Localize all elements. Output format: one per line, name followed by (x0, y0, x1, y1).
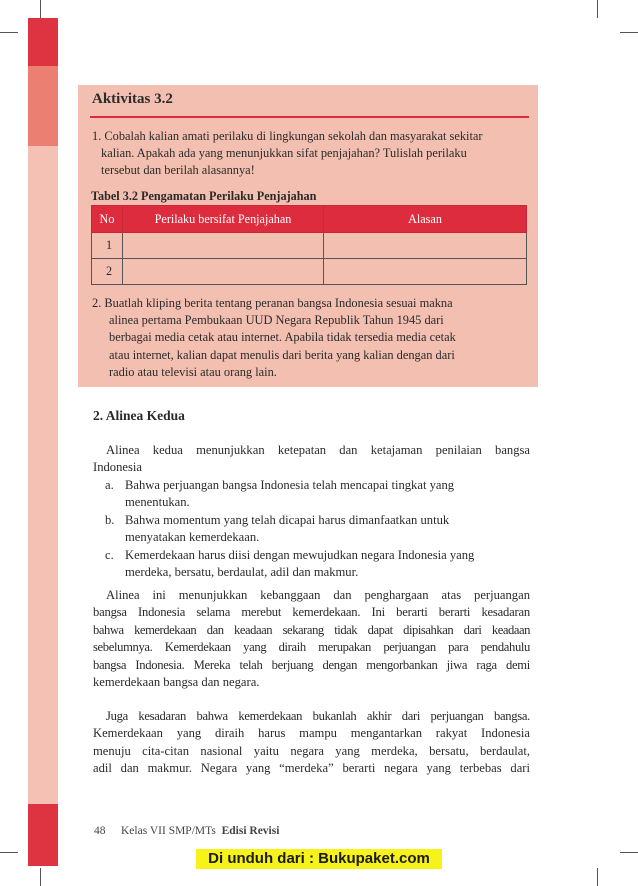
text-line: menuju cita-citan nasional yaitu negara yang merdeka, bersatu, berdaulat, (93, 743, 530, 758)
text-line: kemerdekaan bangsa dan negara. (93, 675, 260, 690)
section-intro (93, 442, 530, 477)
text-line: adil dan makmur. Negara yang “merdeka” berarti negara yang terbebas dari (93, 761, 530, 776)
activity-title: Aktivitas 3.2 (92, 91, 173, 107)
text-line: menentukan. (125, 495, 190, 510)
activity-title-rule (90, 116, 529, 118)
text-line: berbagai media cetak atau internet. Apabila tidak tersedia media cetak (109, 330, 456, 345)
text-line: Alinea kedua menunjukkan ketepatan dan ketajaman penilaian bangsa (106, 443, 530, 457)
table-cell (123, 259, 324, 285)
text-line: Indonesia (93, 460, 142, 475)
text-line: 2. Buatlah kliping berita tentang peranan bangsa Indonesia sesuai makna (92, 296, 453, 310)
activity-instruction-1 (92, 128, 531, 180)
text-line: bahwa kemerdekaan dan keadaan sekarang tidak dapat dipisahkan dari keadaan (93, 622, 530, 637)
text-line: tersebut dan berilah alasannya! (101, 163, 255, 178)
criteria-list (93, 477, 530, 581)
text-line: kalian. Apakah ada yang menunjukkan sifat penjajahan? Tulislah perilaku (101, 146, 467, 161)
table-row (92, 233, 527, 259)
footer-book-info (121, 825, 279, 837)
crop-mark (0, 32, 18, 33)
table-cell: 2 (92, 259, 123, 285)
text-line: alinea pertama Pembukaan UUD Negara Republik Tahun 1945 dari (109, 313, 444, 328)
activity-box (78, 85, 538, 387)
text-line: 1. Cobalah kalian amati perilaku di lingkungan sekolah dan masyarakat sekitar (92, 129, 483, 143)
list-marker: c. (105, 547, 114, 562)
side-stripe-coral (28, 66, 58, 146)
section-title: 2. Alinea Kedua (93, 408, 185, 423)
crop-mark (597, 868, 598, 886)
text-line: Kemerdekaan yang diraih harus mampu mengantarkan rakyat Indonesia (93, 726, 530, 741)
text-line: radio atau televisi atau orang lain. (109, 364, 277, 379)
header-reason: Alasan (324, 206, 527, 233)
table-cell: 1 (92, 233, 123, 259)
crop-mark (0, 852, 18, 853)
list-item (93, 547, 530, 582)
footer-edition: Edisi Revisi (221, 825, 280, 837)
crop-mark (40, 868, 41, 886)
table-row (92, 259, 527, 285)
crop-mark (40, 0, 41, 18)
crop-mark (597, 0, 598, 18)
list-marker: a. (105, 478, 114, 492)
paragraph-2 (93, 708, 530, 778)
text-line: bangsa Indonesia selama merebut kemerdekaan. Ini berarti berarti kesadaran (93, 605, 530, 620)
footer-book: Kelas VII SMP/MTs (121, 825, 216, 837)
side-stripe-red-bottom (28, 804, 58, 866)
text-line: bangsa Indonesia. Mereka telah berjuang dengan mengorbankan jiwa raga demi (93, 657, 530, 672)
list-marker: b. (105, 512, 115, 527)
activity-instruction-2 (92, 295, 531, 381)
header-no: No (92, 206, 123, 233)
table-cell (324, 233, 527, 259)
page-number: 48 (94, 825, 106, 837)
text-line: merdeka, bersatu, berdaulat, adil dan makmur. (125, 565, 359, 580)
download-banner[interactable]: Di unduh dari : Bukupaket.com (196, 849, 442, 869)
text-line: Bahwa momentum yang telah dicapai harus dimanfaatkan untuk (125, 512, 450, 527)
text-line: atau internet, kalian dapat menulis dari berita yang kalian dengan dari (109, 347, 455, 362)
crop-mark (620, 852, 638, 853)
table-cell (123, 233, 324, 259)
observation-table (91, 205, 527, 285)
paragraph-1 (93, 587, 530, 691)
text-line: Juga kesadaran bahwa kemerdekaan bukanlah akhir dari perjuangan bangsa. (106, 709, 530, 723)
text-line: menyatakan kemerdekaan. (125, 530, 260, 545)
text-line: Kemerdekaan harus diisi dengan mewujudkan negara Indonesia yang (125, 547, 475, 562)
side-stripe-red (28, 18, 58, 66)
table-cell (324, 259, 527, 285)
list-item (93, 512, 530, 547)
crop-mark (620, 32, 638, 33)
table-caption: Tabel 3.2 Pengamatan Perilaku Penjajahan (91, 189, 317, 203)
table-header-row (92, 206, 527, 233)
side-stripe-pink (28, 146, 58, 846)
text-line: Alinea ini menunjukkan kebanggaan dan penghargaan atas perjuangan (106, 588, 530, 602)
header-behavior: Perilaku bersifat Penjajahan (123, 206, 324, 233)
list-item (93, 477, 530, 512)
text-line: Bahwa perjuangan bangsa Indonesia telah mencapai tingkat yang (125, 478, 455, 492)
text-line: sebelumnya. Kemerdekaan yang diraih merupakan perjuangan para pendahulu (93, 640, 530, 655)
